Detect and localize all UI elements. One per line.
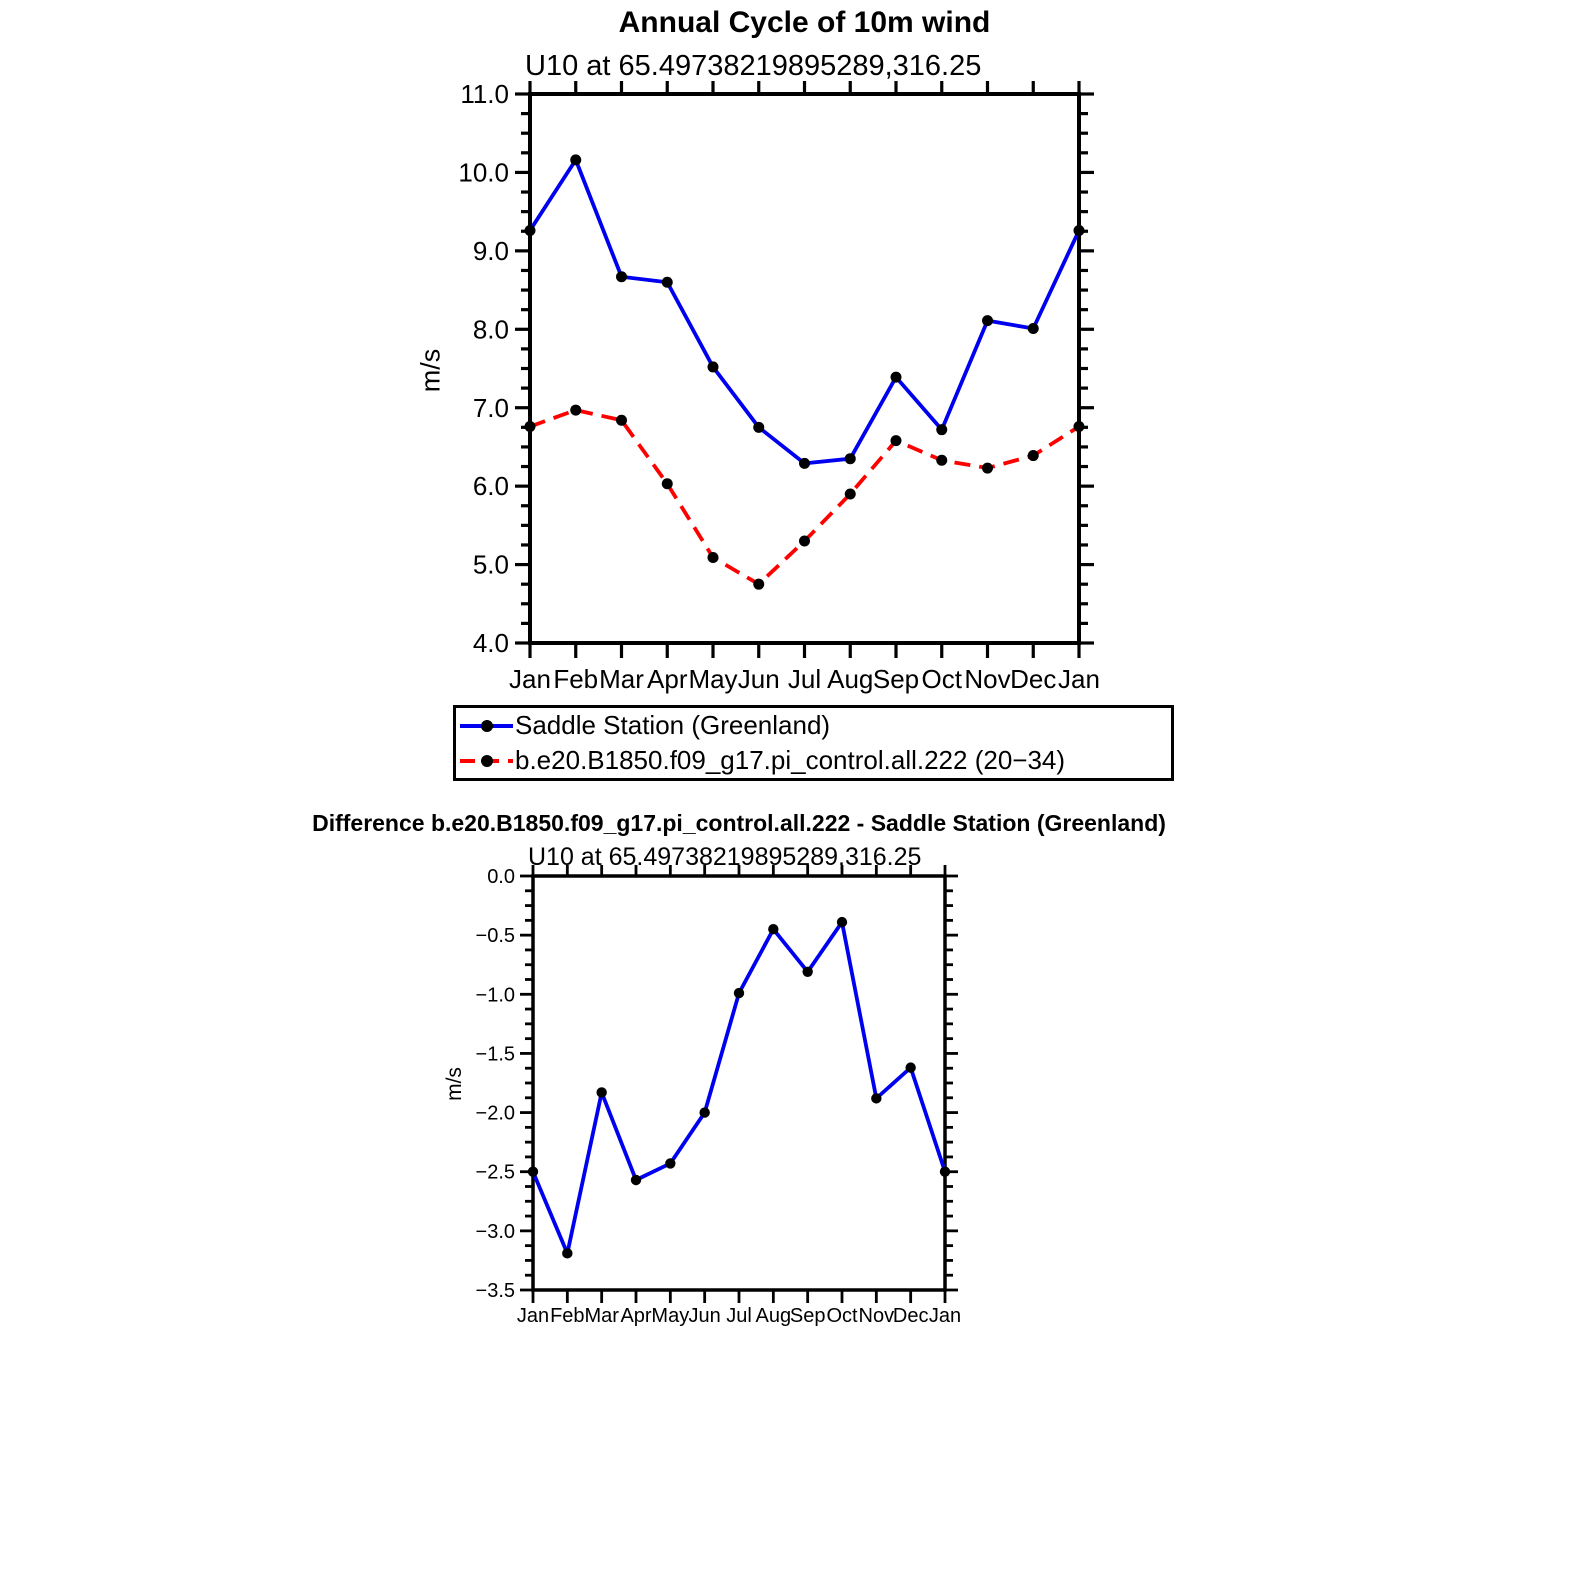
x-tick-label: Aug [755,1305,792,1327]
legend-sample-solid [460,720,513,732]
y-tick-label: −3.5 [475,1280,515,1302]
legend-label-saddle-station: Saddle Station (Greenland) [515,710,831,740]
data-point-marker [1074,421,1085,432]
data-point-marker [845,453,856,464]
x-tick-label: Oct [826,1305,858,1327]
y-tick-label: 7.0 [472,392,509,423]
series-line-1 [530,410,1079,584]
x-tick-label: Dec [892,1305,929,1327]
x-tick-label: Aug [827,664,874,694]
y-tick-label: −1.0 [475,984,515,1007]
x-tick-label: Feb [550,1305,585,1327]
data-point-marker [616,415,627,426]
plot-frame [533,876,945,1290]
data-point-marker [940,1167,950,1177]
data-point-marker [662,277,673,288]
y-tick-label: 8.0 [472,314,509,345]
y-tick-label: 6.0 [472,471,509,502]
x-tick-label: Sep [789,1305,826,1327]
top-chart-y-axis-label: m/s [415,348,446,393]
data-point-marker [982,463,993,474]
x-tick-label: Apr [647,664,688,694]
data-point-marker [753,422,764,433]
data-point-marker [802,967,812,977]
y-tick-label: 0.0 [487,866,515,888]
data-point-marker [936,424,947,435]
data-point-marker [708,361,719,372]
y-tick-label: −3.0 [475,1220,515,1243]
data-point-marker [891,435,902,446]
series-line-0 [533,922,945,1253]
x-tick-label: Sep [872,664,920,694]
top-chart-subtitle: U10 at 65.49738219895289,316.25 [525,50,982,82]
y-tick-label: −2.5 [475,1161,515,1184]
y-tick-label: 9.0 [472,235,509,266]
y-tick-label: −0.5 [475,925,515,948]
x-tick-label: Jul [787,664,822,694]
data-point-marker [665,1158,675,1168]
marker-dot-icon [481,720,493,732]
y-tick-label: 11.0 [460,79,509,110]
data-point-marker [871,1093,881,1103]
y-tick-label: −1.5 [475,1043,515,1066]
x-tick-label: Jan [516,1305,550,1327]
data-point-marker [936,455,947,466]
data-point-marker [799,458,810,469]
legend-sample-dashed [460,755,513,767]
top-chart-title: Annual Cycle of 10m wind [618,6,991,39]
legend-entry-model [460,743,1171,778]
data-point-marker [982,315,993,326]
y-tick-label: −2.0 [475,1102,515,1125]
legend-label-model: b.e20.B1850.f09_g17.pi_control.all.222 (20−34) [515,745,1066,775]
y-tick-label: 10.0 [458,157,509,188]
data-point-marker [525,225,536,236]
y-tick-label: 4.0 [472,628,509,659]
data-point-marker [570,405,581,416]
data-point-marker [528,1167,538,1177]
x-tick-label: Oct [921,664,962,694]
data-point-marker [1074,225,1085,236]
x-tick-label: Nov [858,1305,895,1327]
data-point-marker [631,1175,641,1185]
annual-cycle-chart [458,79,1100,694]
bottom-chart-title: Difference b.e20.B1850.f09_g17.pi_control.all.222 - Saddle Station (Greenland) [312,810,1166,836]
x-tick-label: May [651,1305,690,1327]
data-point-marker [662,478,673,489]
bottom-chart-subtitle: U10 at 65.49738219895289,316.25 [528,843,922,871]
legend-entry-saddle-station [460,708,1171,743]
plot-frame [530,94,1079,643]
x-tick-label: Mar [599,664,644,694]
data-point-marker [768,924,778,934]
data-point-marker [596,1087,606,1097]
x-tick-label: Jul [726,1305,752,1327]
y-tick-label: 5.0 [472,549,509,580]
data-point-marker [1028,323,1039,334]
data-point-marker [845,488,856,499]
x-tick-label: May [688,664,738,694]
data-point-marker [753,579,764,590]
x-tick-label: Jan [509,664,551,694]
data-point-marker [570,154,581,165]
legend-box [453,705,1174,781]
data-point-marker [799,536,810,547]
x-tick-label: Jun [688,1305,721,1327]
data-point-marker [616,271,627,282]
data-point-marker [525,421,536,432]
data-point-marker [891,372,902,383]
x-tick-label: Jun [737,664,780,694]
bottom-chart-y-axis-label: m/s [443,1067,466,1101]
data-point-marker [734,988,744,998]
x-tick-label: Dec [1010,664,1057,694]
marker-dot-icon [481,755,493,767]
x-tick-label: Apr [620,1305,652,1327]
data-point-marker [837,917,847,927]
x-tick-label: Nov [964,664,1011,694]
data-point-marker [708,552,719,563]
difference-chart [476,865,962,1327]
data-point-marker [905,1062,915,1072]
data-point-marker [562,1248,572,1258]
data-point-marker [1028,450,1039,461]
data-point-marker [699,1107,709,1117]
x-tick-label: Feb [553,664,599,694]
x-tick-label: Jan [928,1305,962,1327]
x-tick-label: Mar [584,1305,619,1327]
x-tick-label: Jan [1058,664,1100,694]
